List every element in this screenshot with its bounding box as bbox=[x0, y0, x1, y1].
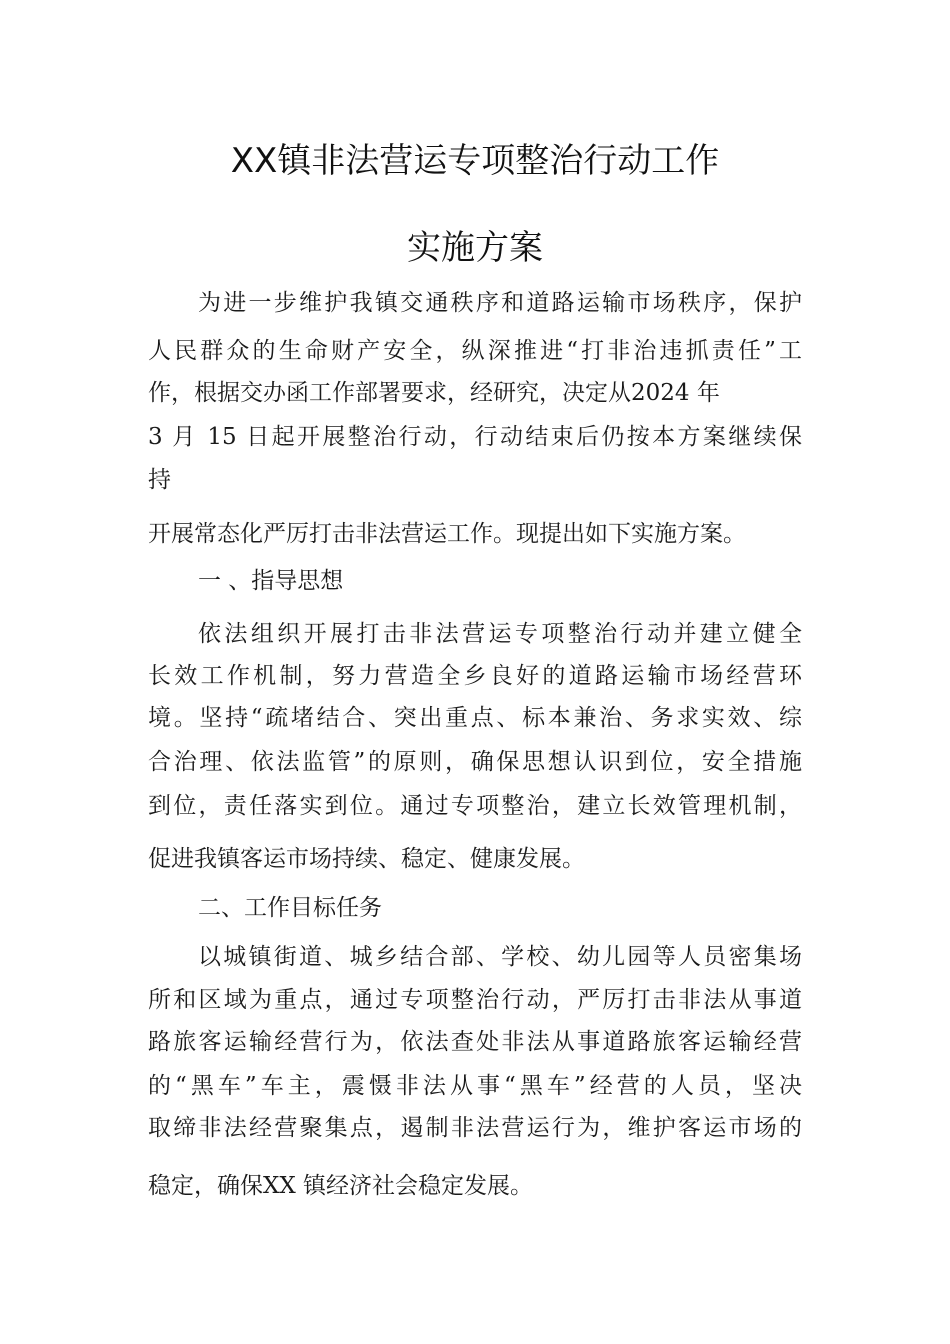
paragraph-goals-line-1: 以城镇街道、城乡结合部、学校、幼儿园等人员密集场 bbox=[198, 944, 802, 970]
document-title-line-2: 实施方案 bbox=[407, 228, 543, 268]
paragraph-goals-line-2: 所和区域为重点，通过专项整治行动，严厉打击非法从事道 bbox=[148, 987, 802, 1013]
paragraph-guiding-line-2: 长效工作机制，努力营造全乡良好的道路运输市场经营环 bbox=[148, 663, 802, 689]
paragraph-guiding-line-1: 依法组织开展打击非法营运专项整治行动并建立健全 bbox=[198, 621, 802, 647]
section-heading-guiding-thought: 一 、指导思想 bbox=[198, 568, 344, 594]
paragraph-intro-line-2: 人民群众的生命财产安全，纵深推进“打非治违抓责任”工 bbox=[148, 338, 802, 364]
paragraph-guiding-line-6: 促进我镇客运市场持续、稳定、健康发展。 bbox=[148, 846, 585, 872]
paragraph-guiding-line-3: 境。坚持“疏堵结合、突出重点、标本兼治、务求实效、综 bbox=[148, 705, 802, 731]
paragraph-intro-line-4: 3 月 15 日起开展整治行动，行动结束后仍按本方案继续保 bbox=[148, 424, 802, 450]
document-title-line-1: XX镇非法营运专项整治行动工作 bbox=[230, 141, 720, 181]
paragraph-goals-line-3: 路旅客运输经营行为，依法查处非法从事道路旅客运输经营 bbox=[148, 1029, 802, 1055]
section-heading-work-goals: 二、工作目标任务 bbox=[198, 895, 382, 921]
paragraph-intro-line-3: 作，根据交办函工作部署要求，经研究，决定从2024 年 bbox=[148, 380, 720, 406]
paragraph-goals-line-4: 的“黑车”车主，震慑非法从事“黑车”经营的人员，坚决 bbox=[148, 1073, 802, 1099]
paragraph-guiding-line-5: 到位，责任落实到位。通过专项整治，建立长效管理机制， bbox=[148, 793, 802, 819]
paragraph-intro-line-5: 持 bbox=[148, 467, 171, 493]
paragraph-goals-line-5: 取缔非法经营聚集点，遏制非法营运行为，维护客运市场的 bbox=[148, 1115, 802, 1141]
paragraph-intro-line-1: 为进一步维护我镇交通秩序和道路运输市场秩序，保护 bbox=[198, 290, 802, 316]
paragraph-guiding-line-4: 合治理、依法监管”的原则，确保思想认识到位，安全措施 bbox=[148, 749, 802, 775]
paragraph-goals-line-6: 稳定，确保XX 镇经济社会稳定发展。 bbox=[148, 1173, 534, 1199]
paragraph-intro-line-6: 开展常态化严厉打击非法营运工作。现提出如下实施方案。 bbox=[148, 521, 746, 547]
